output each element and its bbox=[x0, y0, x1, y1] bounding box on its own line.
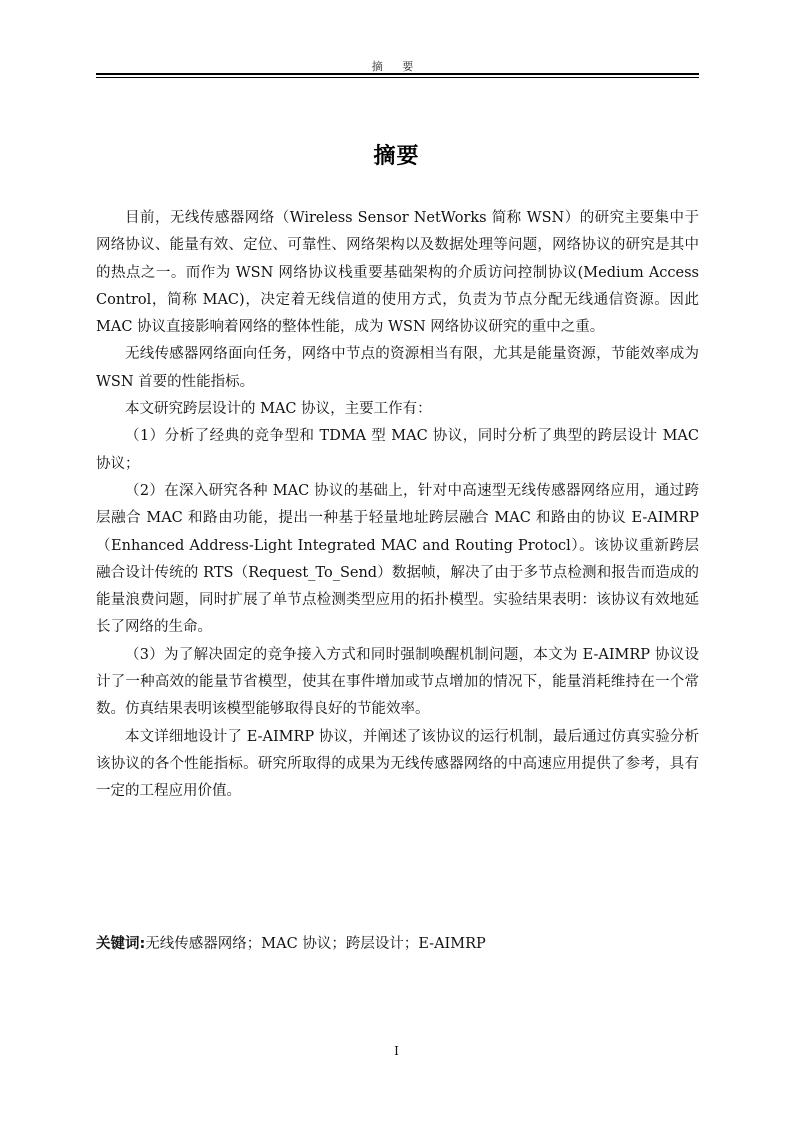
header-rule-thin bbox=[96, 77, 699, 78]
paragraph-work-1: （1）分析了经典的竞争型和 TDMA 型 MAC 协议，同时分析了典型的跨层设计 MAC 协议； bbox=[96, 428, 699, 472]
paragraph-conclusion: 本文详细地设计了 E-AIMRP 协议，并阐述了该协议的运行机制，最后通过仿真实验分析该协议的各个性能指标。研究所取得的成果为无线传感器网络的中高速应用提供了参考，具有一定的工程应用价值。 bbox=[96, 728, 699, 800]
paragraph-work-intro: 本文研究跨层设计的 MAC 协议，主要工作有： bbox=[125, 401, 432, 418]
keywords-text: 无线传感器网络；MAC 协议；跨层设计；E-AIMRP bbox=[145, 936, 486, 952]
keywords-line bbox=[96, 931, 699, 958]
page-title: 摘要 bbox=[373, 144, 420, 169]
abstract-body bbox=[96, 205, 699, 806]
paragraph-energy: 无线传感器网络面向任务，网络中节点的资源相当有限，尤其是能量资源，节能效率成为 WSN 首要的性能指标。 bbox=[96, 346, 699, 390]
paragraph-work-2: （2）在深入研究各种 MAC 协议的基础上，针对中高速型无线传感器网络应用，通过跨层融合 MAC 和路由功能，提出一种基于轻量地址跨层融合 MAC 和路由的协议 E-AIMRP（Enhanced Address-Light Integrated MAC and Routing Protocl）。该协议重新跨层融合设计传统的 RTS（Request_To_Send）数据帧，解决了由于多节点检测和报告而造成的能量浪费问题，同时扩展了单节点检测类型应用的拓扑模型。实验结果表明：该协议有效地延长了网络的生命。 bbox=[96, 482, 699, 636]
header-rule-thick bbox=[96, 73, 699, 75]
paragraph-work-3: （3）为了解决固定的竞争接入方式和同时强制唤醒机制问题，本文为 E-AIMRP 协议设计了一种高效的能量节省模型，使其在事件增加或节点增加的情况下，能量消耗维持在一个常数。仿真结果表明该模型能够取得良好的节能效率。 bbox=[96, 646, 699, 718]
keywords-label: 关键词: bbox=[96, 936, 146, 952]
running-header: 摘 要 bbox=[371, 60, 422, 73]
paragraph-intro: 目前，无线传感器网络（Wireless Sensor NetWorks 简称 WSN）的研究主要集中于网络协议、能量有效、定位、可靠性、网络架构以及数据处理等问题，网络协议的研究是其中的热点之一。而作为 WSN 网络协议栈重要基础架构的介质访问控制协议(Medium Access Control，简称 MAC)，决定着无线信道的使用方式，负责为节点分配无线通信资源。因此 MAC 协议直接影响着网络的整体性能，成为 WSN 网络协议研究的重中之重。 bbox=[96, 210, 699, 336]
page-number: I bbox=[394, 1044, 399, 1058]
